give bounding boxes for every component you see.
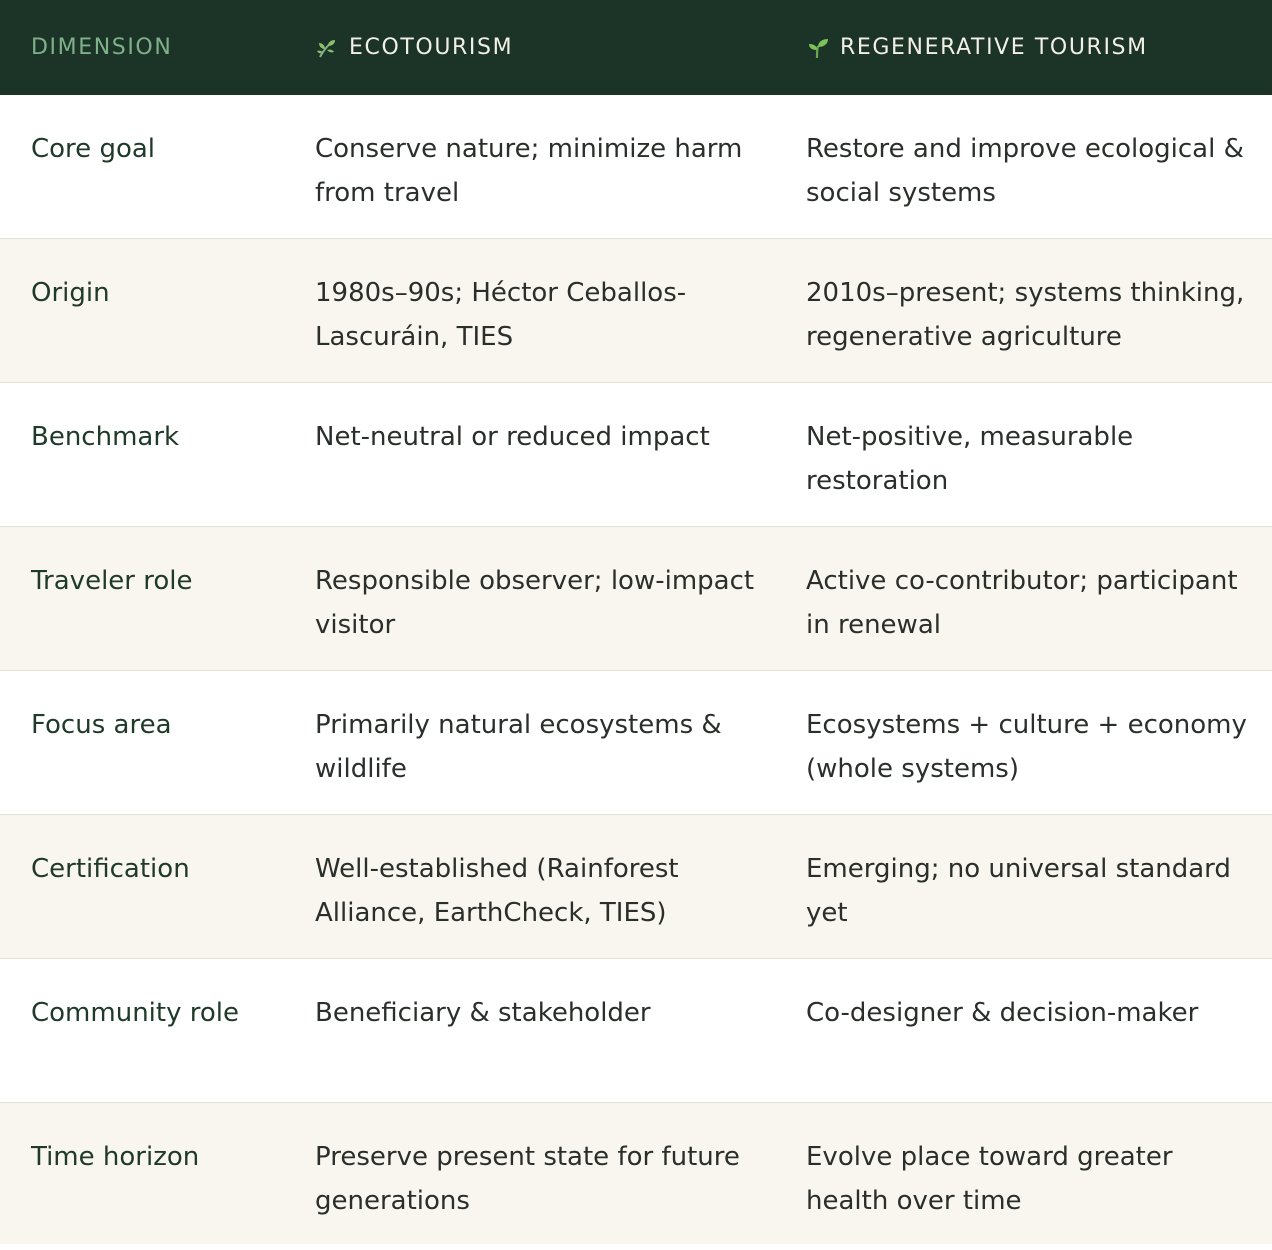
table-row: [0, 95, 1272, 239]
table-row: [0, 1103, 1272, 1244]
row-regenerative: Net-positive, measurable restoration: [806, 422, 1134, 496]
table-row: [0, 527, 1272, 671]
table-row: [0, 239, 1272, 383]
table-row: [0, 959, 1272, 1103]
table-row: [0, 815, 1272, 959]
row-ecotourism: Net-neutral or reduced impact: [315, 422, 710, 452]
table-row: [0, 383, 1272, 527]
row-regenerative: Emerging; no universal standard yet: [806, 854, 1231, 928]
header-regenerative-label: REGENERATIVE TOURISM: [840, 35, 1148, 60]
row-regenerative: Active co-contributor; participant in renewal: [806, 566, 1238, 640]
header-regenerative: [806, 0, 1148, 95]
row-dimension: Benchmark: [31, 422, 180, 452]
row-regenerative: Ecosystems + culture + economy (whole systems): [806, 710, 1247, 784]
row-ecotourism: Conserve nature; minimize harm from travel: [315, 134, 743, 208]
row-dimension: Certification: [31, 854, 190, 884]
row-ecotourism: 1980s–90s; Héctor Ceballos-Lascuráin, TIES: [315, 278, 687, 352]
row-ecotourism: Beneficiary & stakeholder: [315, 998, 651, 1028]
row-dimension: Traveler role: [31, 566, 193, 596]
row-dimension: Origin: [31, 278, 110, 308]
row-ecotourism: Well-established (Rainforest Alliance, EarthCheck, TIES): [315, 854, 679, 928]
row-regenerative: Evolve place toward greater health over time: [806, 1142, 1173, 1216]
row-regenerative: 2010s–present; systems thinking, regenerative agriculture: [806, 278, 1245, 352]
row-regenerative: Restore and improve ecological & social systems: [806, 134, 1244, 208]
row-ecotourism: Preserve present state for future generations: [315, 1142, 740, 1216]
row-ecotourism: Responsible observer; low-impact visitor: [315, 566, 755, 640]
row-dimension: Focus area: [31, 710, 172, 740]
leaf-icon: [315, 36, 339, 60]
seedling-icon: [806, 36, 830, 60]
row-dimension: Community role: [31, 998, 239, 1028]
header-ecotourism: [315, 0, 513, 95]
header-dimension: [31, 0, 172, 95]
row-dimension: Time horizon: [31, 1142, 200, 1172]
table-header: [0, 0, 1272, 95]
row-regenerative: Co-designer & decision-maker: [806, 998, 1199, 1028]
header-dimension-label: DIMENSION: [31, 35, 173, 60]
row-ecotourism: Primarily natural ecosystems & wildlife: [315, 710, 722, 784]
table-row: [0, 671, 1272, 815]
header-ecotourism-label: ECOTOURISM: [349, 35, 514, 60]
row-dimension: Core goal: [31, 134, 156, 164]
